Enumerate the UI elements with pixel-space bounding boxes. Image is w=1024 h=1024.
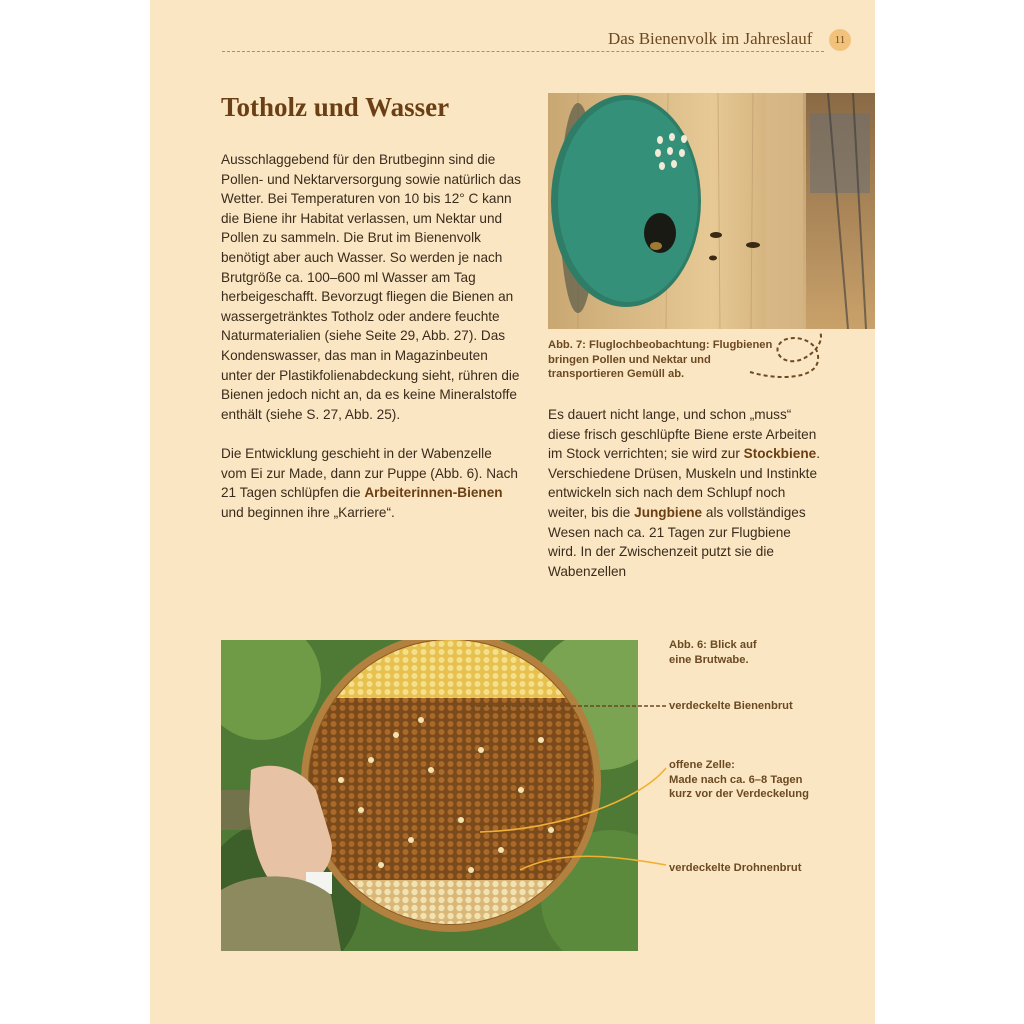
paragraph-water: Ausschlaggebend für den Brutbeginn sind die Pollen- und Nektarversorgung sowie natürlich das Wetter. Bei Temperaturen von 10 bis 12° C kann die Biene ihr Habitat verlassen, um Nektar und Pollen zu sammeln. Die Brut im Bienenvolk benötigt aber auch Wasser. So werden je nach Brutgröße ca. 100–600 ml Wasser am Tag herbeigeschafft. Bevorzugt fliegen die Bienen an wassergetränktes Totholz oder andere feuchte Naturmaterialien (siehe Seite 29, Abb. 27). Das Kondenswasser, das man in Magazinbeuten unter der Plastikfolienabdeckung sieht, rühren die Bienen jedoch nicht an, da es keine Mineralstoffe enthält (siehe S. 27, Abb. 25). — [221, 152, 521, 422]
figure6-caption: Abb. 6: Blick auf eine Brutwabe. — [669, 639, 757, 666]
figure7-caption: Abb. 7: Fluglochbeobachtung: Flugbienen bringen Pollen und Nektar und transportieren Gemüll ab. — [548, 339, 773, 380]
page-number-badge: 11 — [829, 29, 851, 51]
section-title: Totholz und Wasser — [221, 92, 450, 122]
term-arbeiterinnen: Arbeiterinnen-Bienen — [364, 485, 503, 501]
right-text-column: Es dauert nicht lange, und schon „muss“ diese frisch geschlüpfte Biene erste Arbeiten im Stock verrichten; sie wird zur Stockbiene. Verschiedene Drüsen, Muskeln und Instinkte entwickeln sich nach dem Schlupf noch weiter, bis die Jungbiene als vollständiges Wesen nach ca. 21 Tagen zur Flugbiene wird. In der Zwischenzeit putzt sie die Wabenzellen — [548, 407, 820, 579]
term-stockbiene: Stockbiene — [743, 446, 817, 462]
running-header: Das Bienenvolk im Jahreslauf — [608, 29, 813, 48]
label-capped-drone-brood: verdeckelte Drohnenbrut — [669, 862, 802, 874]
paragraph-development: Die Entwicklung geschieht in der Wabenzelle vom Ei zur Made, dann zur Puppe (Abb. 6). Nach 21 Tagen schlüpfen die Arbeiterinnen-Bienen und beginnen ihre „Karriere“. — [221, 445, 518, 520]
label-open-cell: offene Zelle: Made nach ca. 6–8 Tagen kurz vor der Verdeckelung — [669, 759, 809, 800]
term-jungbiene: Jungbiene — [634, 504, 703, 520]
label-capped-bee-brood: verdeckelte Bienenbrut — [669, 700, 793, 712]
